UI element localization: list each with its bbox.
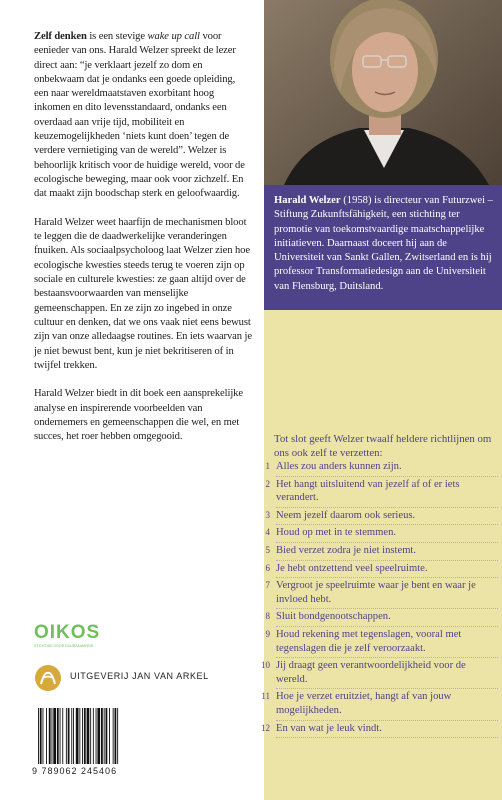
barcode-bar — [82, 708, 83, 764]
barcode-bar — [104, 708, 105, 764]
guideline-number: 12 — [261, 722, 270, 733]
guideline-text: Houd op met in te stemmen. — [276, 526, 498, 543]
guideline-text: Vergroot je speelruimte waar je bent en waar je invloed hebt. — [276, 579, 498, 609]
author-photo — [264, 0, 502, 185]
oikos-logo-subtitle: STICHTING VOOR DUURZAAMHEID — [34, 644, 94, 648]
barcode-bar — [84, 708, 86, 764]
guideline-number: 8 — [265, 611, 270, 622]
guideline-item — [262, 690, 498, 720]
barcode-bar — [68, 708, 70, 764]
guideline-number: 7 — [265, 580, 270, 591]
book-title-inline: Zelf denken — [34, 31, 87, 42]
guideline-item — [262, 478, 498, 508]
blurb-text: is een stevige — [86, 31, 148, 42]
guideline-text: Jij draagt geen verantwoordelijkheid voor de wereld. — [276, 659, 498, 689]
barcode-bar — [66, 708, 67, 764]
guideline-item — [262, 659, 498, 689]
guideline-item — [262, 579, 498, 609]
barcode-bar — [90, 708, 91, 764]
guideline-item — [262, 526, 498, 543]
blurb-paragraph-2: Harald Welzer weet haarfijn de mechanismen bloot te leggen die de daadwerkelijke veranderingen fnuiken. Als sociaalpsycholoog laat Welzer zien hoe ecologische kwesties steeds terug te voeren zijn op sociale en culturele kwesties: ze gaan altijd over de bestaansvoorwaarden van menselijke gemeenschappen. En ze zijn zo ingebed in onze cultuur en denken, dat we ons vaak niet eens bewust zijn van onze alledaagse routines. En iets waarvan je je niet bewust bent, kun je niet bekritiseren of in twijfel trekken. — [34, 216, 252, 371]
guideline-item — [262, 509, 498, 526]
barcode-bar — [52, 708, 53, 764]
barcode-bar — [71, 708, 72, 764]
guidelines-intro: Tot slot geeft Welzer twaalf heldere richtlijnen om ons ook zelf te verzetten: — [274, 433, 492, 460]
guideline-item — [262, 460, 498, 477]
guideline-number: 6 — [265, 562, 270, 573]
guideline-text: Het hangt uitsluitend van jezelf af of er iets verandert. — [276, 478, 498, 508]
guideline-text: Houd rekening met tegenslagen, vooral met tegenslagen die je zelf veroorzaakt. — [276, 628, 498, 658]
barcode-bar — [43, 708, 44, 764]
guideline-text: Je hebt ontzettend veel speelruimte. — [276, 562, 498, 579]
guideline-number: 11 — [261, 691, 270, 702]
blurb-column — [34, 30, 252, 459]
guideline-item — [262, 610, 498, 627]
oikos-logo — [34, 622, 100, 648]
guideline-text: Neem jezelf daarom ook serieus. — [276, 509, 498, 526]
guideline-item — [262, 722, 498, 739]
guideline-text: Hoe je verzet eruitziet, hangt af van jouw mogelijkheden. — [276, 690, 498, 720]
isbn-barcode — [36, 708, 156, 764]
barcode-bar — [62, 708, 63, 764]
barcode-bar — [96, 708, 97, 764]
barcode-bar — [57, 708, 59, 764]
barcode-bar — [53, 708, 56, 764]
guideline-text: Alles zou anders kunnen zijn. — [276, 460, 498, 477]
guideline-number: 2 — [265, 478, 270, 489]
guideline-text: En van wat je leuk vindt. — [276, 722, 498, 739]
author-name: Harald Welzer — [274, 195, 341, 206]
guideline-number: 3 — [265, 509, 270, 520]
blurb-paragraph-3: Harald Welzer biedt in dit boek een aansprekelijke analyse en inspirerende voorbeelden van ondernemers en gemeenschappen die wel, en met succes, het roer hebben omgegooid. — [34, 388, 243, 443]
guideline-number: 5 — [265, 544, 270, 555]
barcode-bar — [87, 708, 90, 764]
barcode-bar — [101, 708, 103, 764]
author-bio-text: (1958) is directeur van Futurzwei – Stiftung Zukunftsfähigkeit, een stichting ter promotie van toekomstvaardige maatschappelijke initiatieven. Daarnaast doceert hij aan de Universiteit van Sankt Gallen, Zwitserland en is hij professor Transformatiedesign aan de Universiteit van Flensburg, Duitsland. — [274, 195, 493, 292]
guideline-item — [262, 544, 498, 561]
blurb-paragraph-1 — [34, 30, 252, 202]
guideline-number: 1 — [265, 461, 270, 471]
barcode-bar — [113, 708, 114, 764]
author-bio-paragraph-1 — [274, 194, 496, 294]
guideline-item — [262, 562, 498, 579]
blurb-text: voor eenieder van ons. Harald Welzer spreekt de lezer direct aan: “je verklaart jezelf zo dom en onbekwaam dat je ondanks een goede opleiding, een naar wereldmaatstaven exorbitant hoog inkomen en dito levensstandaard, ondanks een overdaad aan vrije tijd, mobiliteit en keuzemogelijkheden ‘niets kunt doen’ tegen de verdere vernietiging van de wereld”. Welzer is behoorlijk kritisch voor de huidige wereld, voor de ecologische beweging, maar ook voor zichzelf. En dat maakt zijn boodschap sterk en geloofwaardig. — [34, 31, 245, 200]
barcode-bar — [97, 708, 100, 764]
barcode-bar — [115, 708, 117, 764]
publisher-name: UITGEVERIJ JAN VAN ARKEL — [70, 671, 209, 681]
guideline-text: Bied verzet zodra je niet instemt. — [276, 544, 498, 561]
barcode-bar — [93, 708, 94, 764]
guidelines-list — [262, 460, 498, 739]
isbn-number: 9 789062 245406 — [32, 766, 118, 776]
barcode-bar — [117, 708, 118, 764]
barcode-bar — [46, 708, 47, 764]
barcode-bar — [40, 708, 42, 764]
barcode-bar — [73, 708, 74, 764]
guideline-text: Sluit bondgenootschappen. — [276, 610, 498, 627]
jan-van-arkel-logo-icon — [34, 664, 62, 692]
guideline-number: 9 — [265, 628, 270, 639]
barcode-bar — [49, 708, 51, 764]
barcode-bar — [60, 708, 61, 764]
barcode-bar — [76, 708, 79, 764]
barcode-bar — [79, 708, 80, 764]
barcode-bar — [38, 708, 39, 764]
barcode-bar — [109, 708, 110, 764]
guideline-number: 4 — [265, 527, 270, 538]
guideline-number: 10 — [261, 660, 270, 671]
barcode-bar — [106, 708, 108, 764]
blurb-italic: wake up call — [147, 31, 200, 42]
oikos-logo-word: OIKOS — [34, 622, 101, 643]
guideline-item — [262, 628, 498, 658]
